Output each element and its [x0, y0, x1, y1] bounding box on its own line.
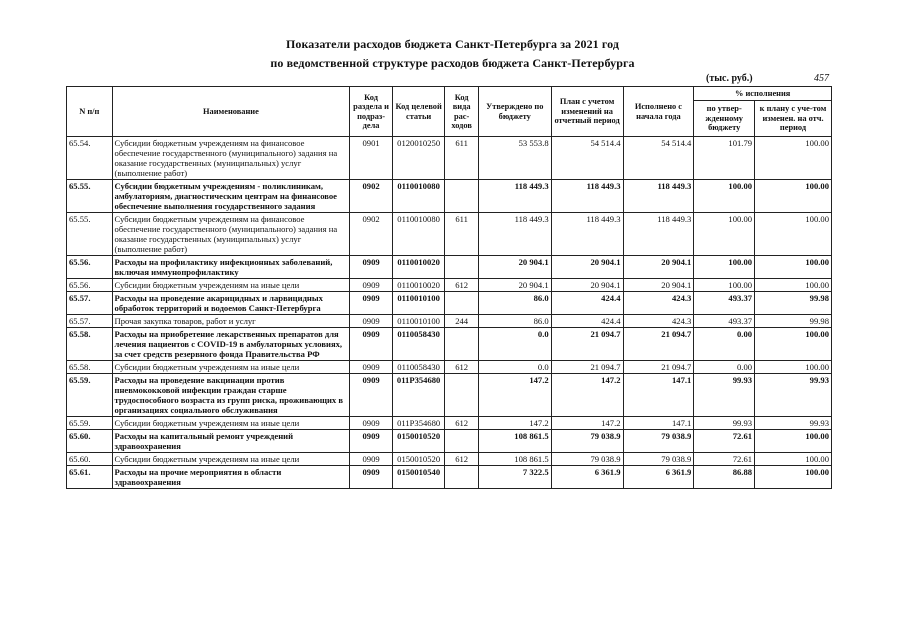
- table-row: [67, 328, 832, 361]
- cell-type-code: [445, 256, 478, 279]
- cell-pct-plan: 100.00: [755, 466, 832, 489]
- cell-name: Субсидии бюджетным учреждениям на иные цели: [112, 453, 350, 466]
- cell-name: Расходы на проведение вакцинации против пневмококковой инфекции граждан старше трудоспособного возраста из групп риска, проживающих в организациях социального обслуживания: [112, 374, 350, 417]
- cell-section-code: 0909: [350, 417, 393, 430]
- cell-np: 65.58.: [67, 328, 113, 361]
- cell-pct-approved: 100.00: [694, 256, 755, 279]
- cell-pct-approved: 0.00: [694, 328, 755, 361]
- cell-name: Субсидии бюджетным учреждениям - поликлиникам, амбулаториям, диагностическим центрам на финансовое обеспечение выполнения государственного задания: [112, 180, 350, 213]
- cell-np: 65.57.: [67, 315, 113, 328]
- header-type-code: Код вида рас-ходов: [445, 87, 478, 137]
- cell-section-code: 0909: [350, 466, 393, 489]
- cell-target-code: 011P354680: [392, 374, 445, 417]
- cell-executed: 20 904.1: [623, 279, 694, 292]
- cell-type-code: [445, 374, 478, 417]
- cell-section-code: 0909: [350, 315, 393, 328]
- cell-pct-plan: 100.00: [755, 453, 832, 466]
- cell-pct-approved: 99.93: [694, 374, 755, 417]
- cell-name: Субсидии бюджетным учреждениям на иные цели: [112, 279, 350, 292]
- cell-pct-approved: 72.61: [694, 430, 755, 453]
- cell-section-code: 0909: [350, 256, 393, 279]
- table-row: [67, 453, 832, 466]
- header-pct-plan: к плану с уче-том изменен. на отч. период: [755, 101, 832, 137]
- cell-approved: 20 904.1: [478, 256, 551, 279]
- cell-name: Субсидии бюджетным учреждениям на финансовое обеспечение государственного (муниципального) задания на оказание государственных (муниципальных) услуг (выполнение работ): [112, 213, 350, 256]
- cell-pct-approved: 99.93: [694, 417, 755, 430]
- budget-table: [66, 86, 832, 489]
- cell-approved: 86.0: [478, 292, 551, 315]
- cell-approved: 108 861.5: [478, 430, 551, 453]
- cell-name: Субсидии бюджетным учреждениям на иные цели: [112, 417, 350, 430]
- header-pct-approved: по утвер-жденному бюджету: [694, 101, 755, 137]
- cell-section-code: 0902: [350, 213, 393, 256]
- cell-plan: 54 514.4: [551, 137, 623, 180]
- cell-approved: 0.0: [478, 328, 551, 361]
- cell-plan: 424.4: [551, 292, 623, 315]
- table-row: [67, 137, 832, 180]
- cell-executed: 6 361.9: [623, 466, 694, 489]
- cell-section-code: 0909: [350, 453, 393, 466]
- cell-pct-plan: 99.98: [755, 315, 832, 328]
- cell-name: Прочая закупка товаров, работ и услуг: [112, 315, 350, 328]
- cell-approved: 86.0: [478, 315, 551, 328]
- cell-executed: 424.3: [623, 292, 694, 315]
- cell-executed: 21 094.7: [623, 361, 694, 374]
- header-name: Наименование: [112, 87, 350, 137]
- cell-plan: 147.2: [551, 417, 623, 430]
- cell-plan: 79 038.9: [551, 430, 623, 453]
- table-row: [67, 430, 832, 453]
- cell-executed: 147.1: [623, 374, 694, 417]
- cell-pct-plan: 99.93: [755, 374, 832, 417]
- cell-section-code: 0901: [350, 137, 393, 180]
- cell-plan: 79 038.9: [551, 453, 623, 466]
- cell-pct-plan: 100.00: [755, 361, 832, 374]
- cell-target-code: 0150010540: [392, 466, 445, 489]
- cell-pct-approved: 100.00: [694, 279, 755, 292]
- cell-type-code: [445, 292, 478, 315]
- table-row: [67, 292, 832, 315]
- cell-np: 65.57.: [67, 292, 113, 315]
- cell-pct-approved: 101.79: [694, 137, 755, 180]
- cell-executed: 118 449.3: [623, 180, 694, 213]
- cell-approved: 147.2: [478, 374, 551, 417]
- cell-name: Расходы на приобретение лекарственных препаратов для лечения пациентов с COVID-19 в амбулаторных условиях, за счет средств резервного фонда Правительства РФ: [112, 328, 350, 361]
- table-row: [67, 361, 832, 374]
- cell-pct-approved: 493.37: [694, 292, 755, 315]
- cell-pct-approved: 100.00: [694, 213, 755, 256]
- cell-plan: 20 904.1: [551, 279, 623, 292]
- cell-executed: 79 038.9: [623, 430, 694, 453]
- cell-executed: 54 514.4: [623, 137, 694, 180]
- header-plan: План с учетом изменений на отчетный период: [551, 87, 623, 137]
- cell-np: 65.59.: [67, 417, 113, 430]
- cell-plan: 424.4: [551, 315, 623, 328]
- cell-pct-approved: 100.00: [694, 180, 755, 213]
- cell-pct-approved: 72.61: [694, 453, 755, 466]
- cell-executed: 79 038.9: [623, 453, 694, 466]
- cell-type-code: 612: [445, 417, 478, 430]
- cell-plan: 118 449.3: [551, 180, 623, 213]
- cell-np: 65.60.: [67, 430, 113, 453]
- header-executed: Исполнено с начала года: [623, 87, 694, 137]
- units-label: (тыс. руб.): [706, 73, 753, 84]
- cell-target-code: 0110010080: [392, 180, 445, 213]
- report-subtitle: по ведомственной структуре расходов бюджета Санкт-Петербурга: [270, 56, 635, 70]
- cell-pct-approved: 493.37: [694, 315, 755, 328]
- report-title: Показатели расходов бюджета Санкт-Петербурга за 2021 год: [285, 37, 620, 51]
- cell-type-code: [445, 466, 478, 489]
- cell-target-code: 011P354680: [392, 417, 445, 430]
- cell-executed: 20 904.1: [623, 256, 694, 279]
- cell-section-code: 0909: [350, 279, 393, 292]
- header-pct-group: % исполнения: [694, 87, 832, 101]
- cell-type-code: [445, 430, 478, 453]
- cell-plan: 21 094.7: [551, 361, 623, 374]
- cell-section-code: 0902: [350, 180, 393, 213]
- cell-pct-plan: 100.00: [755, 256, 832, 279]
- cell-approved: 53 553.8: [478, 137, 551, 180]
- cell-pct-plan: 100.00: [755, 279, 832, 292]
- cell-plan: 118 449.3: [551, 213, 623, 256]
- table-row: [67, 466, 832, 489]
- cell-executed: 147.1: [623, 417, 694, 430]
- cell-pct-plan: 100.00: [755, 137, 832, 180]
- table-row: [67, 213, 832, 256]
- table-row: [67, 256, 832, 279]
- cell-approved: 0.0: [478, 361, 551, 374]
- cell-pct-plan: 100.00: [755, 328, 832, 361]
- cell-name: Расходы на профилактику инфекционных заболеваний, включая иммунопрофилактику: [112, 256, 350, 279]
- cell-plan: 147.2: [551, 374, 623, 417]
- cell-target-code: 0110010080: [392, 213, 445, 256]
- page-number: 457: [814, 73, 829, 84]
- cell-approved: 147.2: [478, 417, 551, 430]
- cell-executed: 424.3: [623, 315, 694, 328]
- cell-pct-plan: 100.00: [755, 430, 832, 453]
- cell-np: 65.56.: [67, 256, 113, 279]
- cell-np: 65.56.: [67, 279, 113, 292]
- cell-target-code: 0120010250: [392, 137, 445, 180]
- cell-pct-plan: 99.93: [755, 417, 832, 430]
- cell-type-code: 244: [445, 315, 478, 328]
- cell-plan: 20 904.1: [551, 256, 623, 279]
- cell-target-code: 0110010020: [392, 256, 445, 279]
- cell-pct-plan: 100.00: [755, 213, 832, 256]
- cell-plan: 21 094.7: [551, 328, 623, 361]
- cell-name: Расходы на прочие мероприятия в области здравоохранения: [112, 466, 350, 489]
- cell-name: Субсидии бюджетным учреждениям на иные цели: [112, 361, 350, 374]
- cell-name: Расходы на проведение акарицидных и ларвицидных обработок территорий и водоемов Санкт-Петербурга: [112, 292, 350, 315]
- cell-approved: 20 904.1: [478, 279, 551, 292]
- table-row: [67, 279, 832, 292]
- cell-pct-plan: 100.00: [755, 180, 832, 213]
- cell-type-code: [445, 180, 478, 213]
- cell-target-code: 0110058430: [392, 361, 445, 374]
- table-body: [67, 137, 832, 489]
- table-row: [67, 417, 832, 430]
- cell-np: 65.60.: [67, 453, 113, 466]
- table-row: [67, 374, 832, 417]
- cell-approved: 108 861.5: [478, 453, 551, 466]
- cell-approved: 118 449.3: [478, 180, 551, 213]
- cell-np: 65.55.: [67, 180, 113, 213]
- cell-type-code: 612: [445, 279, 478, 292]
- cell-section-code: 0909: [350, 374, 393, 417]
- cell-approved: 7 322.5: [478, 466, 551, 489]
- cell-target-code: 0110010100: [392, 292, 445, 315]
- cell-type-code: 611: [445, 213, 478, 256]
- cell-np: 65.58.: [67, 361, 113, 374]
- cell-section-code: 0909: [350, 292, 393, 315]
- cell-pct-approved: 86.88: [694, 466, 755, 489]
- cell-type-code: 612: [445, 453, 478, 466]
- cell-np: 65.61.: [67, 466, 113, 489]
- table-row: [67, 315, 832, 328]
- cell-target-code: 0110010020: [392, 279, 445, 292]
- header-section-code: Код раздела и подраз-дела: [350, 87, 393, 137]
- cell-name: Субсидии бюджетным учреждениям на финансовое обеспечение государственного (муниципального) задания на оказание государственных (муниципальных) услуг (выполнение работ): [112, 137, 350, 180]
- cell-section-code: 0909: [350, 430, 393, 453]
- cell-np: 65.59.: [67, 374, 113, 417]
- cell-executed: 118 449.3: [623, 213, 694, 256]
- header-np: N п/п: [67, 87, 113, 137]
- cell-np: 65.55.: [67, 213, 113, 256]
- cell-target-code: 0110010100: [392, 315, 445, 328]
- cell-np: 65.54.: [67, 137, 113, 180]
- cell-target-code: 0110058430: [392, 328, 445, 361]
- cell-type-code: 612: [445, 361, 478, 374]
- header-target-code: Код целевой статьи: [392, 87, 445, 137]
- table-row: [67, 180, 832, 213]
- cell-target-code: 0150010520: [392, 430, 445, 453]
- cell-target-code: 0150010520: [392, 453, 445, 466]
- cell-section-code: 0909: [350, 328, 393, 361]
- header-approved: Утверждено по бюджету: [478, 87, 551, 137]
- cell-plan: 6 361.9: [551, 466, 623, 489]
- cell-section-code: 0909: [350, 361, 393, 374]
- cell-type-code: 611: [445, 137, 478, 180]
- cell-approved: 118 449.3: [478, 213, 551, 256]
- cell-pct-plan: 99.98: [755, 292, 832, 315]
- cell-pct-approved: 0.00: [694, 361, 755, 374]
- cell-name: Расходы на капитальный ремонт учреждений здравоохранения: [112, 430, 350, 453]
- cell-executed: 21 094.7: [623, 328, 694, 361]
- cell-type-code: [445, 328, 478, 361]
